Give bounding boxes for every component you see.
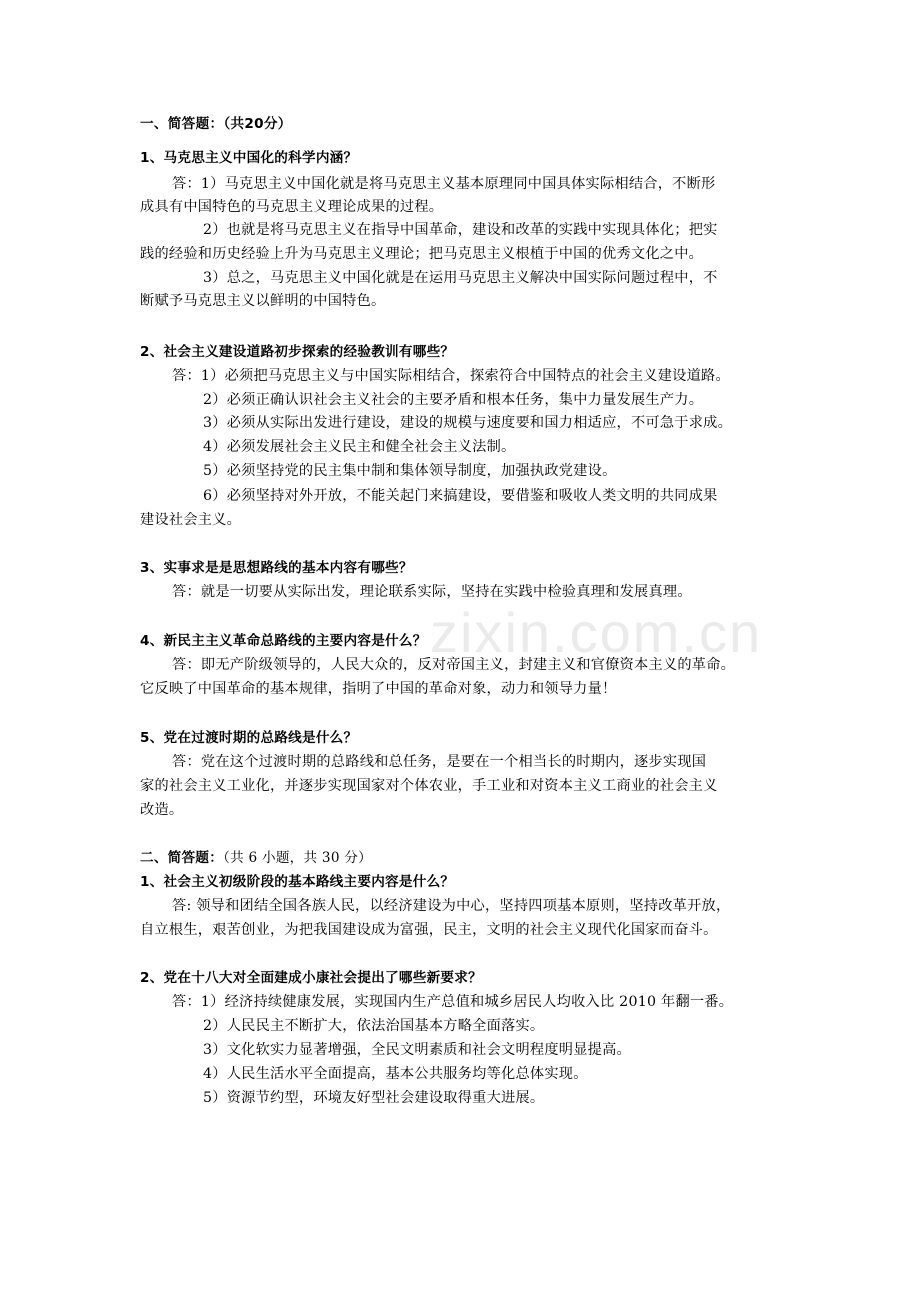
answer-line: 答：即无产阶级领导的，人民大众的，反对帝国主义，封建主义和官僚资本主义的革命。 bbox=[172, 657, 736, 673]
question-1-5: 5、党在过渡时期的总路线是什么？ bbox=[140, 730, 358, 746]
section-2-label: 二、简答题： bbox=[140, 850, 224, 866]
section-2-score: （共 6 小题，共 30 分） bbox=[223, 850, 372, 866]
answer-line: 答：就是一切要从实际出发，理论联系实际，坚持在实践中检验真理和发展真理。 bbox=[172, 584, 692, 600]
answer-line: 3）总之，马克思主义中国化就是在运用马克思主义解决中国实际问题过程中，不 bbox=[203, 270, 718, 286]
answer-line: 答：1）马克思主义中国化就是将马克思主义基本原理同中国具体实际相结合，不断形 bbox=[172, 176, 716, 192]
question-1-2: 2、社会主义建设道路初步探索的经验教训有哪些？ bbox=[140, 344, 455, 360]
question-2-2: 2、党在十八大对全面建成小康社会提出了哪些新要求？ bbox=[140, 970, 482, 986]
answer-line: 答：1）经济持续健康发展，实现国内生产总值和城乡居民人均收入比 2010 年翻一番。 bbox=[172, 994, 734, 1010]
answer-line: 3）文化软实力显著增强，全民文明素质和社会文明程度明显提高。 bbox=[203, 1042, 631, 1058]
answer-line: 6）必须坚持对外开放，不能关起门来搞建设，要借鉴和吸收人类文明的共同成果 bbox=[203, 488, 718, 504]
answer-line: 2）人民民主不断扩大，依法治国基本方略全面落实。 bbox=[203, 1018, 545, 1034]
section-2-title bbox=[140, 847, 372, 869]
answer-line: 断赋予马克思主义以鲜明的中国特色。 bbox=[140, 293, 386, 309]
answer-line: 2）也就是将马克思主义在指导中国革命，建设和改革的实践中实现具体化；把实 bbox=[203, 222, 718, 238]
answer-line: 它反映了中国革命的基本规律，指明了中国的革命对象，动力和领导力量！ bbox=[140, 681, 617, 697]
question-1-3: 3、实事求是是思想路线的基本内容有哪些？ bbox=[140, 560, 413, 576]
section-1-label: 一、简答题： bbox=[140, 116, 224, 132]
answer-line: 建设社会主义。 bbox=[140, 512, 242, 528]
question-1-4: 4、新民主主义革命总路线的主要内容是什么？ bbox=[140, 633, 427, 649]
question-2-1: 1、社会主义初级阶段的基本路线主要内容是什么？ bbox=[140, 874, 455, 890]
question-1-1: 1、马克思主义中国化的科学内涵？ bbox=[140, 150, 358, 166]
answer-line: 成具有中国特色的马克思主义理论成果的过程。 bbox=[140, 199, 444, 215]
answer-line: 答：1）必须把马克思主义与中国实际相结合，探索符合中国特点的社会主义建设道路。 bbox=[172, 368, 730, 384]
answer-line: 自立根生，艰苦创业，为把我国建设成为富强，民主，文明的社会主义现代化国家而奋斗。 bbox=[140, 922, 718, 938]
answer-line: 答: 领导和团结全国各族人民，以经济建设为中心，坚持四项基本原则，坚持改革开放， bbox=[172, 898, 731, 914]
section-1-title bbox=[140, 113, 292, 135]
answer-line: 5）必须坚持党的民主集中制和集体领导制度，加强执政党建设。 bbox=[203, 463, 617, 479]
answer-line: 践的经验和历史经验上升为马克思主义理论；把马克思主义根植于中国的优秀文化之中。 bbox=[140, 246, 704, 262]
answer-line: 4）人民生活水平全面提高，基本公共服务均等化总体实现。 bbox=[203, 1066, 588, 1082]
answer-line: 答：党在这个过渡时期的总路线和总任务，是要在一个相当长的时期内，逐步实现国 bbox=[172, 754, 707, 770]
answer-line: 4）必须发展社会主义民主和健全社会主义法制。 bbox=[203, 439, 516, 455]
watermark: zixin.com.cn bbox=[430, 601, 763, 664]
answer-line: 5）资源节约型，环境友好型社会建设取得重大进展。 bbox=[203, 1090, 545, 1106]
answer-line: 家的社会主义工业化，并逐步实现国家对个体农业，手工业和对资本主义工商业的社会主义 bbox=[140, 778, 718, 794]
answer-line: 2）必须正确认识社会主义社会的主要矛盾和根本任务，集中力量发展生产力。 bbox=[203, 392, 704, 408]
answer-line: 改造。 bbox=[140, 802, 184, 818]
answer-line: 3）必须从实际出发进行建设，建设的规模与速度要和国力相适应，不可急于求成。 bbox=[203, 415, 733, 431]
section-1-score: （共20分） bbox=[223, 116, 292, 132]
